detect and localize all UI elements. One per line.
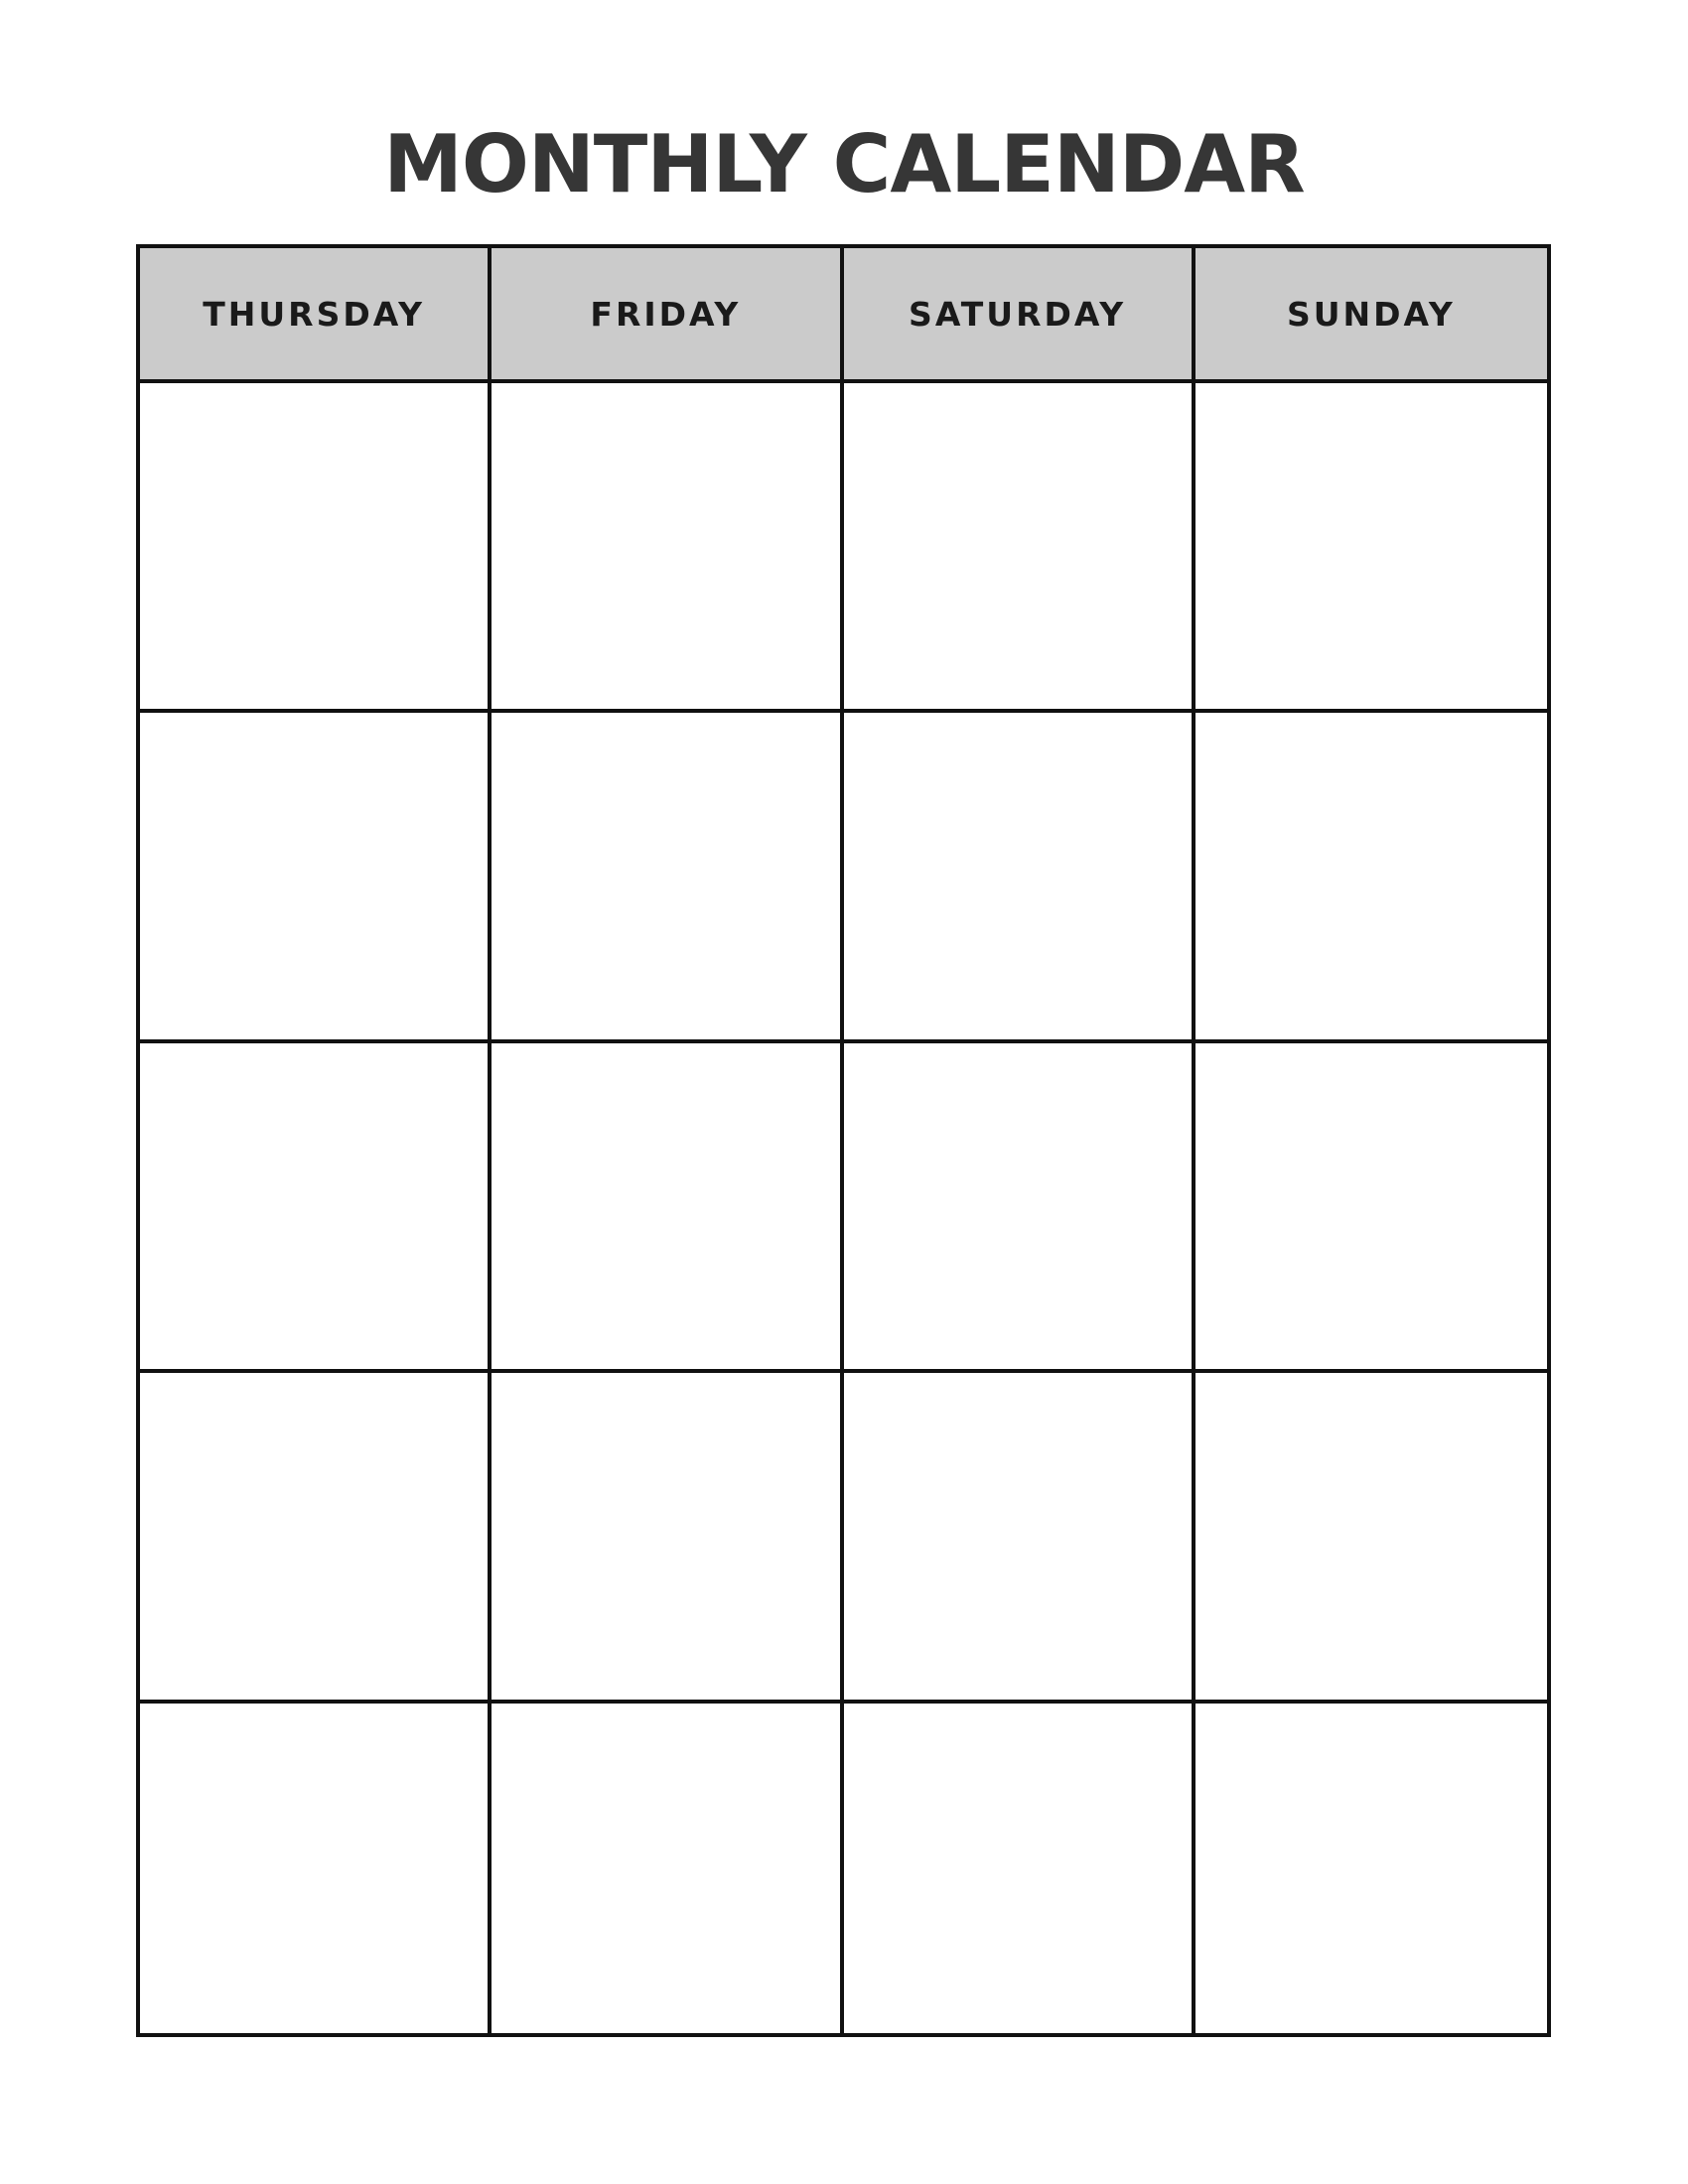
day-cell[interactable] (1196, 1043, 1547, 1373)
day-cell[interactable] (492, 1043, 843, 1373)
day-cell[interactable] (1196, 1373, 1547, 1703)
day-cell[interactable] (140, 1043, 492, 1373)
day-cell[interactable] (1196, 713, 1547, 1042)
day-cell[interactable] (140, 383, 492, 713)
day-cell[interactable] (844, 1043, 1196, 1373)
day-cell[interactable] (140, 713, 492, 1042)
calendar-grid (136, 244, 1551, 2037)
day-header-friday: FRIDAY (492, 248, 843, 383)
day-cell[interactable] (844, 713, 1196, 1042)
day-cell[interactable] (1196, 383, 1547, 713)
day-cell[interactable] (492, 1373, 843, 1703)
day-cell[interactable] (492, 383, 843, 713)
page-title: MONTHLY CALENDAR (383, 118, 1305, 210)
day-cell[interactable] (1196, 1704, 1547, 2033)
day-cell[interactable] (844, 1704, 1196, 2033)
day-header-sunday: SUNDAY (1196, 248, 1547, 383)
day-cell[interactable] (844, 383, 1196, 713)
day-header-saturday: SATURDAY (844, 248, 1196, 383)
day-cell[interactable] (140, 1704, 492, 2033)
day-cell[interactable] (844, 1373, 1196, 1703)
day-cell[interactable] (140, 1373, 492, 1703)
day-cell[interactable] (492, 713, 843, 1042)
day-header-thursday: THURSDAY (140, 248, 492, 383)
day-cell[interactable] (492, 1704, 843, 2033)
